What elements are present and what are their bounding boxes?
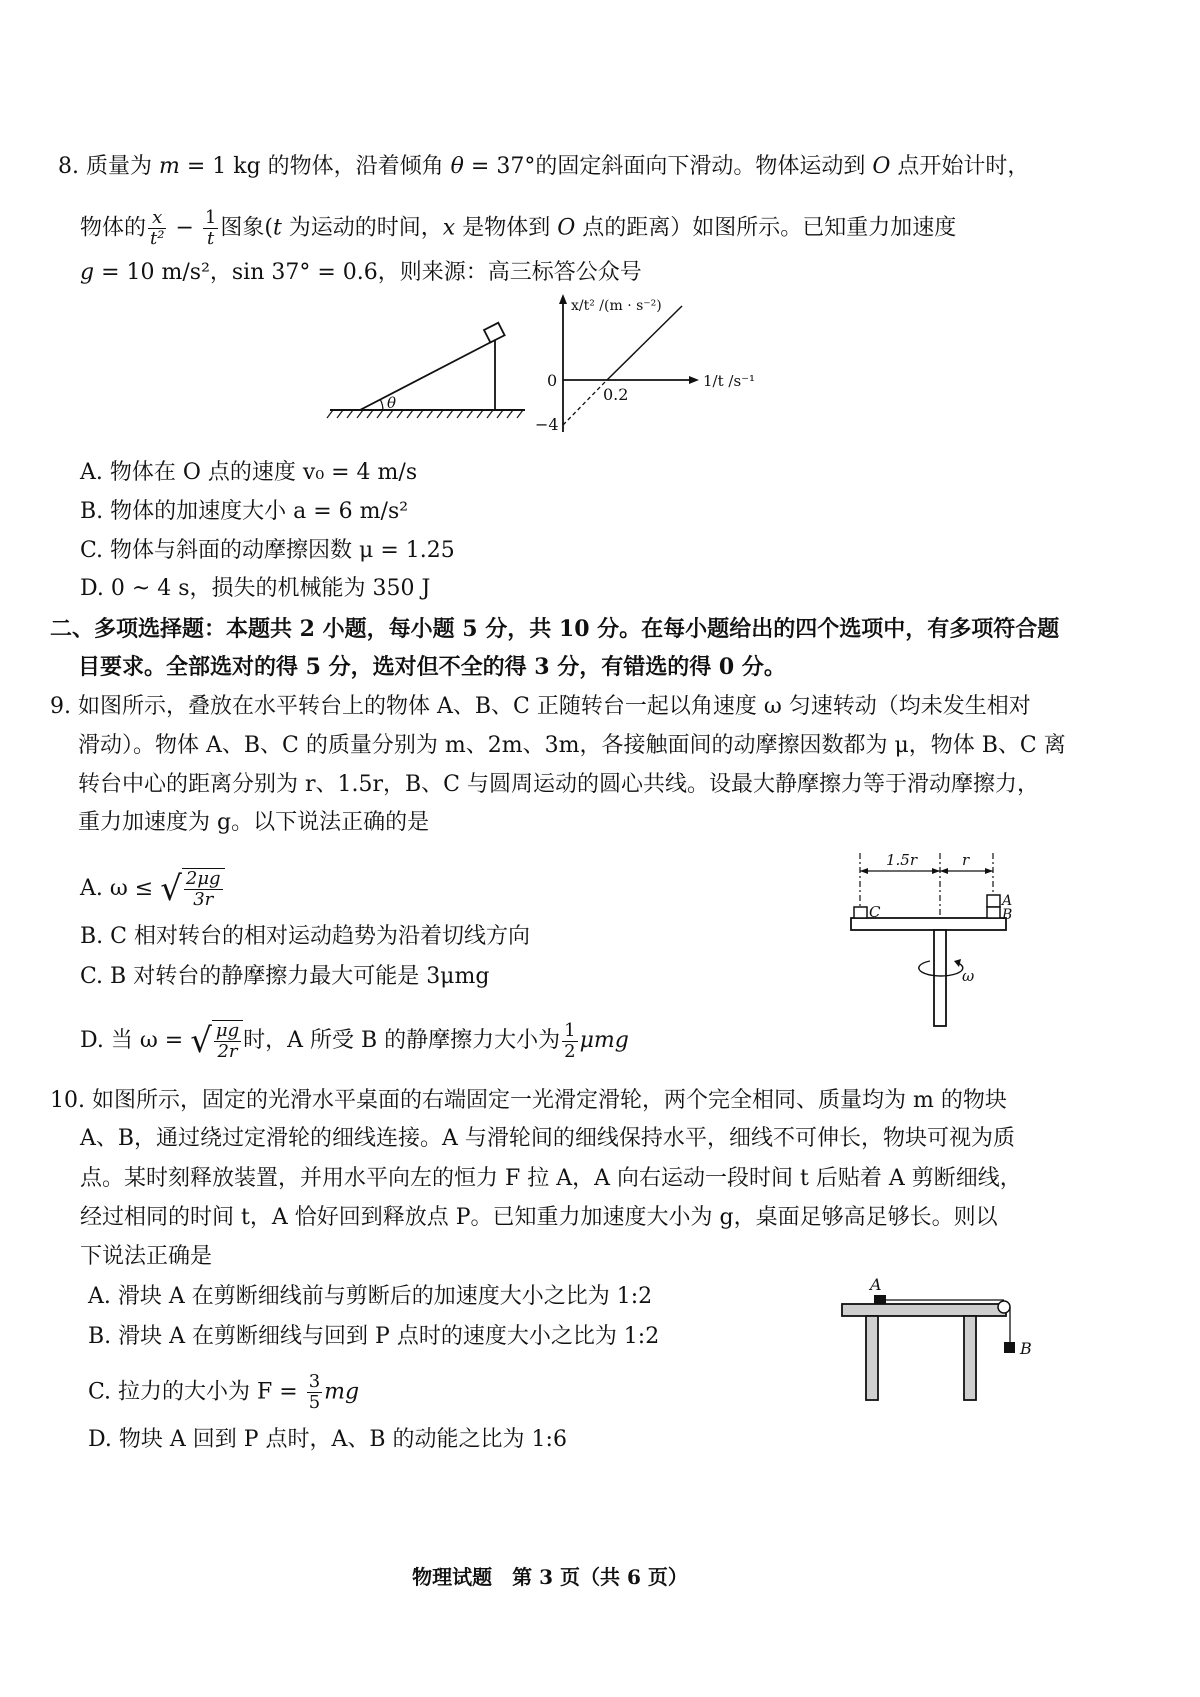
q8-text: = 37°的固定斜面向下滑动。物体运动到 [463, 154, 873, 179]
x-intercept-label: 0.2 [603, 385, 629, 404]
fraction: $\frac{x}{\text{t²}}$ [150, 207, 165, 249]
block-c [854, 907, 867, 918]
table-leg-left [866, 1316, 878, 1400]
q8-line-3: g = 10 m/s²，sin 37° = 0.6，则来源：高三标答公众号 [80, 260, 642, 285]
turntable-shaft [934, 930, 946, 1026]
q9-option-d: D. 当 ω = √ $\frac{\mu g}{2r}$ 时，A 所受 B 的静摩擦力大小为 $\frac{1}{2}$ μmg [80, 1019, 629, 1062]
table-pulley-figure [838, 1270, 1038, 1405]
incline-figure [325, 318, 525, 428]
graph-line [607, 306, 682, 380]
table-leg-right [964, 1316, 976, 1400]
omega-label: ω [962, 967, 975, 985]
q10-line-1: 10. 如图所示，固定的光滑水平桌面的右端固定一光滑定滑轮，两个完全相同、质量均为 m 的物块 [50, 1088, 1007, 1113]
y-axis-label: x/t² /(m · s⁻²) [571, 298, 662, 314]
q8-var: O [872, 154, 891, 179]
turntable-figure [848, 845, 1013, 1030]
dimension-label-r: r [962, 851, 970, 869]
label-b: B [1020, 1339, 1032, 1358]
q10-line-2: A、B，通过绕过定滑轮的细线连接。A 与滑轮间的细线保持水平，细线不可伸长，物块可视为质 [80, 1126, 1015, 1151]
block-b [987, 907, 1000, 918]
y-intercept-label: −4 [535, 415, 559, 434]
q9-line-2: 滑动）。物体 A、B、C 的质量分别为 m、2m、3m，各接触面间的动摩擦因数都为 μ，物体 B、C 离 [78, 733, 1066, 758]
q9-option-b: B. C 相对转台的相对运动趋势为沿着切线方向 [80, 924, 530, 949]
fraction: $\frac{1}{2}$ [564, 1019, 576, 1062]
q9-line-1: 9. 如图所示，叠放在水平转台上的物体 A、B、C 正随转台一起以角速度 ω 匀速转动（均未发生相对 [50, 694, 1031, 719]
block [484, 323, 505, 343]
sqrt-expression: √ $\frac{\mu g}{2r}$ [190, 1020, 243, 1062]
section2-header-line-2: 目要求。全部选对的得 5 分，选对但不全的得 3 分，有错选的得 0 分。 [78, 654, 786, 680]
q9-line-3: 转台中心的距离分别为 r、1.5r，B、C 与圆周运动的圆心共线。设最大静摩擦力等于滑动摩擦力， [78, 772, 1040, 797]
q10-line-5: 下说法正确是 [80, 1244, 213, 1269]
q8-option-b: B. 物体的加速度大小 a = 6 m/s² [80, 499, 409, 524]
q10-option-b: B. 滑块 A 在剪断细线与回到 P 点时的速度大小之比为 1:2 [88, 1324, 660, 1349]
q8-line-1 [58, 152, 1029, 182]
y-axis-arrow [559, 294, 567, 304]
q8-text: 8. 质量为 [58, 154, 159, 179]
label-c: C [869, 903, 881, 921]
sqrt-expression: √ $\frac{2\mu g}{3r}$ [160, 868, 224, 910]
q10-option-c: C. 拉力的大小为 F = $\frac{3}{5}$ mg [88, 1371, 360, 1413]
block-b [1004, 1342, 1015, 1353]
q9-option-c: C. B 对转台的静摩擦力最大可能是 3μmg [80, 964, 490, 989]
q8-option-a: A. 物体在 O 点的速度 v₀ = 4 m/s [80, 460, 418, 485]
q8-text: 点开始计时， [890, 154, 1030, 179]
q8-line-2: 物体的 $\frac{x}{\text{t²}}$ − $\frac{1}{t}$ 图象(t 为运动的时间，x 是物体到 O 点的距离）如图所示。已知重力加速度 [80, 207, 957, 249]
q10-line-4: 经过相同的时间 t，A 恰好回到释放点 P。已知重力加速度大小为 g，桌面足够高足够长。则以 [80, 1205, 998, 1230]
x-axis-arrow [689, 376, 699, 384]
q10-option-d: D. 物块 A 回到 P 点时，A、B 的动能之比为 1:6 [88, 1427, 567, 1452]
fraction: $\frac{1}{t}$ [204, 207, 217, 249]
theta-label: θ [387, 394, 397, 412]
graph-line-dashed [563, 380, 607, 425]
q10-line-3: 点。某时刻释放装置，并用水平向左的恒力 F 拉 A，A 向右运动一段时间 t 后贴着 A 剪断细线， [80, 1166, 1022, 1191]
table-top [842, 1304, 1006, 1316]
x-axis-label: 1/t /s⁻¹ [703, 372, 756, 390]
q8-var: m [158, 154, 180, 179]
label-b: B [1002, 907, 1013, 923]
label-a: A [1002, 893, 1013, 909]
dimension-label-1-5r: 1.5r [886, 851, 918, 869]
fraction: $\frac{3}{5}$ [308, 1371, 321, 1413]
q8-var: θ [450, 154, 464, 179]
xt-graph [535, 292, 765, 432]
q8-option-c: C. 物体与斜面的动摩擦因数 μ = 1.25 [80, 538, 455, 563]
origin-label: 0 [547, 371, 558, 390]
q9-option-a: A. ω ≤ √ $\frac{2\mu g}{3r}$ [80, 868, 225, 910]
block-a [987, 895, 1000, 907]
q10-option-a: A. 滑块 A 在剪断细线前与剪断后的加速度大小之比为 1:2 [88, 1284, 653, 1309]
ground-hatch [327, 410, 523, 418]
section2-header-line-1: 二、多项选择题：本题共 2 小题，每小题 5 分，共 10 分。在每小题给出的四个选项中，有多项符合题 [50, 616, 1060, 642]
page-footer: 物理试题 第 3 页（共 6 页） [412, 1565, 688, 1589]
block-a [874, 1295, 886, 1304]
label-a: A [870, 1275, 882, 1294]
pulley [998, 1301, 1010, 1313]
q8-text: = 1 kg 的物体，沿着倾角 [179, 154, 451, 179]
q9-line-4: 重力加速度为 g。以下说法正确的是 [78, 810, 430, 835]
q8-option-d: D. 0 ~ 4 s，损失的机械能为 350 J [80, 576, 431, 601]
q8-text: 物体的 [80, 215, 147, 241]
angle-arc [380, 399, 383, 410]
